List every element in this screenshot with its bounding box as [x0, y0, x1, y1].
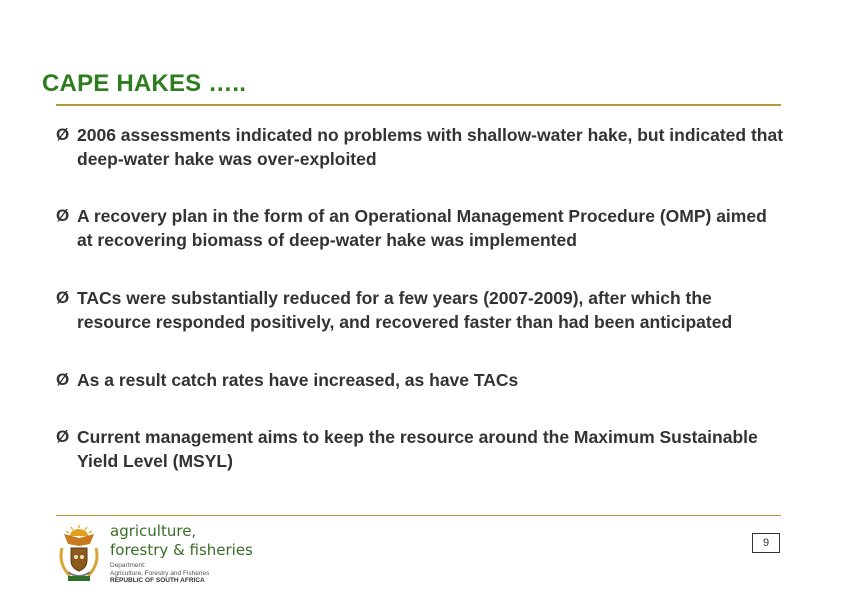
bullet-text: As a result catch rates have increased, as have TACs: [77, 370, 519, 390]
logo-sub-line-1: Department:: [110, 562, 146, 569]
coat-of-arms-icon: [56, 524, 102, 584]
page-number: 9: [752, 533, 780, 553]
bullet-text: 2006 assessments indicated no problems with shallow-water hake, but indicated that deep-water hake was over-exploited: [77, 125, 784, 169]
logo-wordmark: [110, 522, 253, 560]
bullet-arrow-icon: Ø: [56, 288, 70, 307]
list-item: [56, 425, 786, 473]
logo-sub-line-3: REPUBLIC OF SOUTH AFRICA: [110, 577, 205, 584]
list-item: [56, 286, 786, 334]
footer-divider: [56, 515, 781, 516]
bullet-text: TACs were substantially reduced for a few years (2007-2009), after which the resource responded positively, and recovered faster than had been anticipated: [77, 288, 733, 332]
bullet-arrow-icon: Ø: [56, 206, 70, 225]
list-item: [56, 368, 786, 392]
title-divider: [56, 104, 781, 106]
bullet-text: Current management aims to keep the resource around the Maximum Sustainable Yield Level (MSYL): [77, 427, 758, 471]
bullet-text: A recovery plan in the form of an Operational Management Procedure (OMP) aimed at recovering biomass of deep-water hake was implemented: [77, 206, 767, 250]
bullet-arrow-icon: Ø: [56, 370, 70, 389]
bullet-arrow-icon: Ø: [56, 125, 70, 144]
logo-line-2: forestry & fisheries: [110, 541, 253, 559]
department-logo: [56, 522, 256, 586]
logo-line-1: agriculture,: [110, 522, 197, 540]
logo-department-text: [110, 562, 209, 585]
list-item: [56, 123, 786, 171]
list-item: [56, 204, 786, 252]
bullet-arrow-icon: Ø: [56, 427, 70, 446]
slide-title: CAPE HAKES …..: [42, 70, 247, 97]
bullet-list: [56, 123, 786, 473]
logo-sub-line-2: Agriculture, Forestry and Fisheries: [110, 569, 210, 577]
